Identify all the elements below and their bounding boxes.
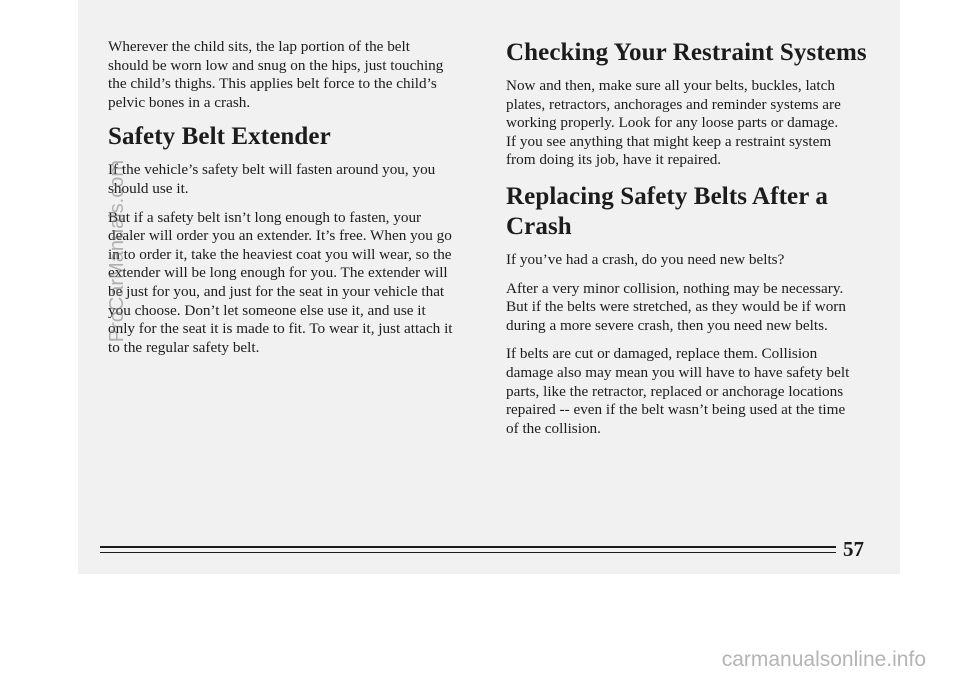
- bottom-watermark: carmanualsonline.info: [721, 648, 926, 671]
- replacing-paragraph-2: After a very minor collision, nothing may be necessary. But if the belts were stretched, as they would be if worn during a more severe crash, then you need new belts.: [506, 279, 846, 334]
- footer-rule-thin: [100, 552, 836, 553]
- left-column: [108, 38, 480, 367]
- replacing-paragraph-1: If you’ve had a crash, do you need new belts?: [506, 250, 785, 268]
- footer-rule-thick: [100, 546, 836, 548]
- heading-safety-belt-extender: Safety Belt Extender: [108, 123, 331, 151]
- page-number: 57: [843, 537, 864, 561]
- extender-paragraph-1: If the vehicle’s safety belt will fasten around you, you should use it.: [108, 161, 436, 197]
- side-watermark: ProCarManuals.com: [106, 160, 128, 343]
- heading-checking-restraint-systems: Checking Your Restraint Systems: [506, 39, 867, 66]
- right-column: [506, 38, 876, 448]
- extender-paragraph-2: But if a safety belt isn’t long enough to fasten, your dealer will order you an extender. It’s free. When you go in to order it, take the heaviest coat you will wear, so the extender will be long enough for you. The extender will be just for you, and just for the seat in your vehicle that you choose. Don’t let someone else use it, and use it only for the seat it is made to fit. To wear it, just attach it to the regular safety belt.: [108, 208, 453, 356]
- replacing-paragraph-3: If belts are cut or damaged, replace them. Collision damage also may mean you will have to have safety belt parts, like the retractor, replaced or anchorage locations repaired -- even if the belt wasn’t being used at the time of the collision.: [506, 345, 850, 437]
- intro-paragraph: Wherever the child sits, the lap portion of the belt should be worn low and snug on the hips, just touching the child’s thighs. This applies belt force to the child’s pelvic bones in a crash.: [108, 38, 444, 111]
- checking-paragraph: Now and then, make sure all your belts, buckles, latch plates, retractors, anchorages and reminder systems are working properly. Look for any loose parts or damage. If you see anything that might keep a restraint system from doing its job, have it repaired.: [506, 77, 841, 169]
- heading-replacing-safety-belts: Replacing Safety Belts After a Crash: [506, 182, 828, 240]
